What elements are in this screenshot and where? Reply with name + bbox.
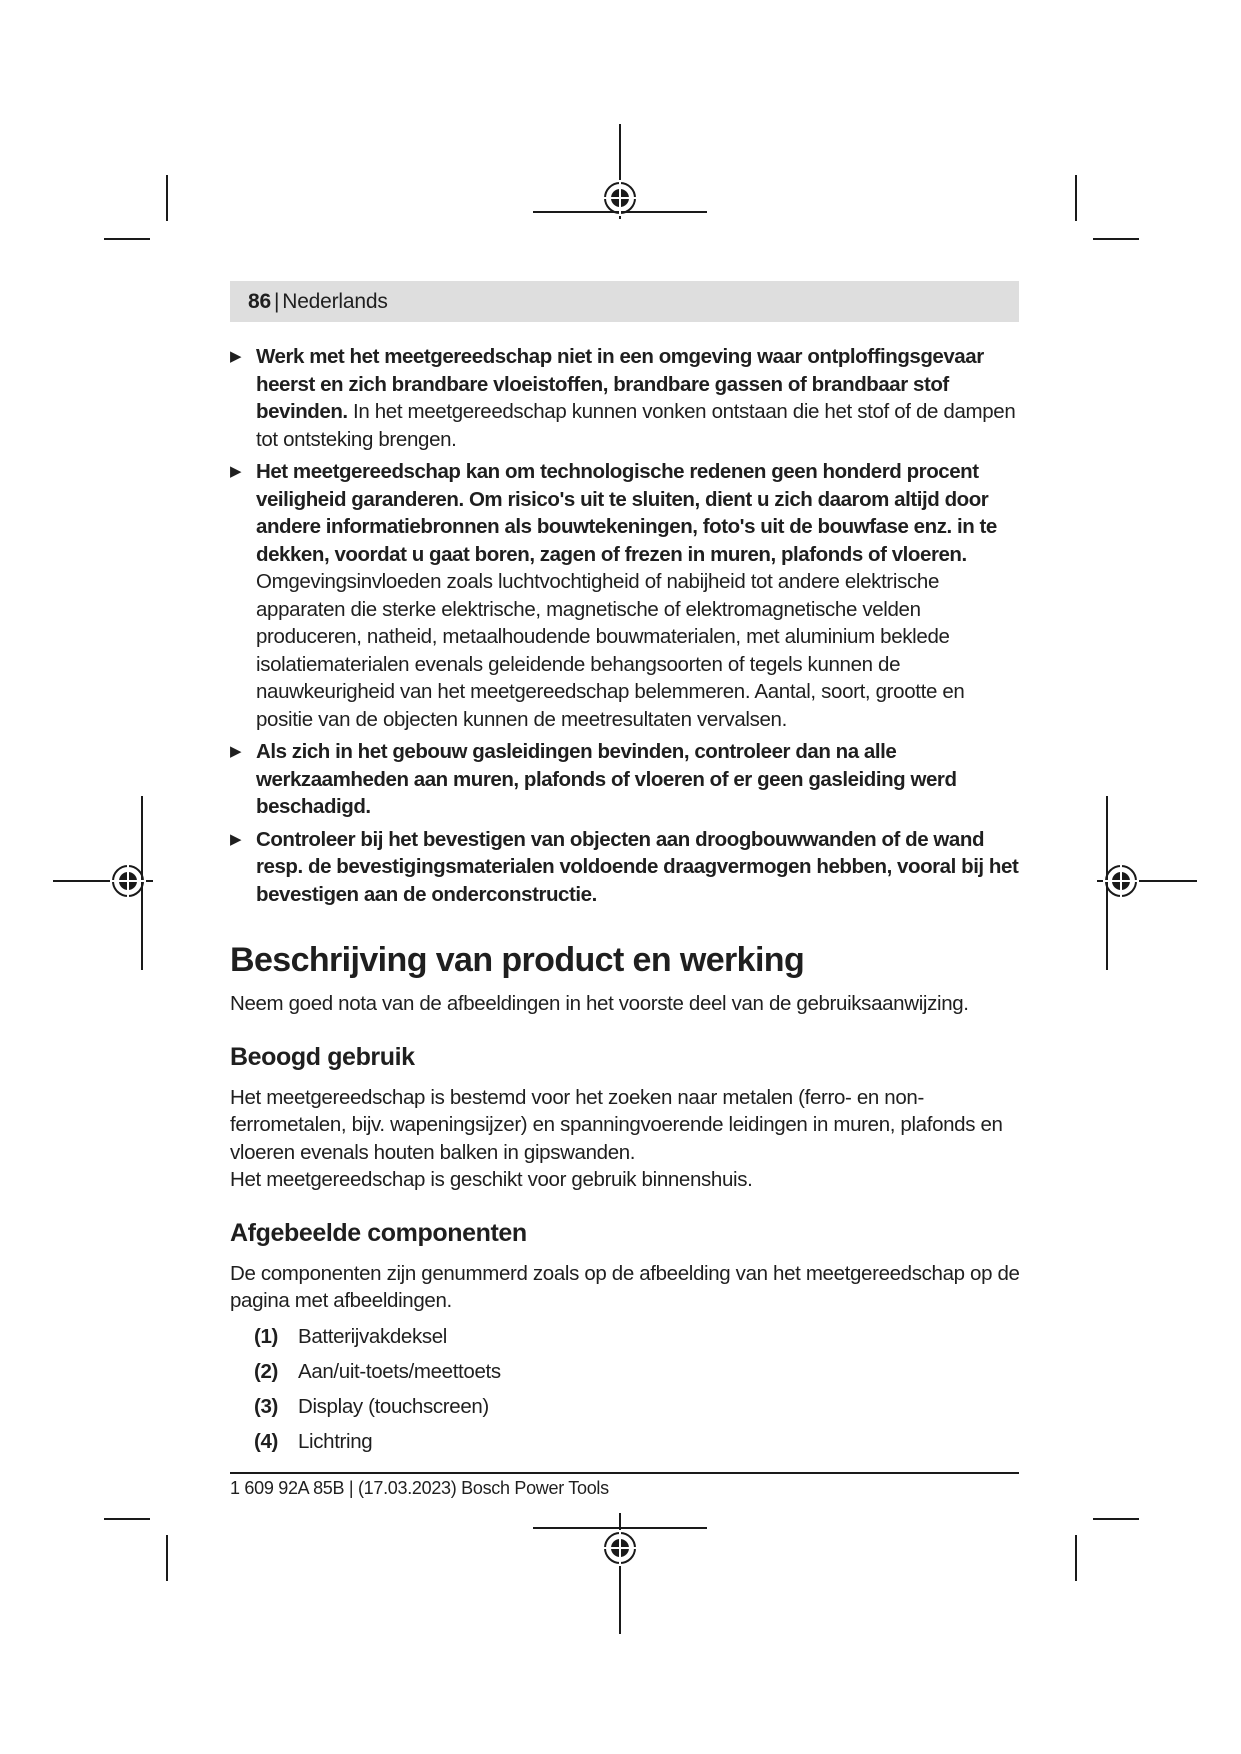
- crop-mark: [1093, 1518, 1139, 1520]
- crop-mark: [166, 175, 168, 221]
- component-label: Aan/uit-toets/meettoets: [298, 1359, 501, 1383]
- page-number: 86: [248, 290, 271, 313]
- component-number: (3): [254, 1394, 279, 1418]
- component-number: (1): [254, 1324, 279, 1348]
- list-item: [230, 1358, 1020, 1393]
- registration-mark-icon: [530, 124, 710, 244]
- crop-mark: [166, 1535, 168, 1581]
- header-text: [248, 290, 388, 314]
- component-label: Display (touchscreen): [298, 1394, 489, 1418]
- crop-mark: [1075, 175, 1077, 221]
- warning-bold-text: Als zich in het gebouw gasleidingen bevinden, controleer dan na alle werkzaamheden aan muren, plafonds of vloeren of er geen gasleiding werd beschadigd.: [256, 740, 957, 818]
- bullet-arrow-icon: ▶: [230, 348, 242, 365]
- registration-mark-icon: [1087, 793, 1197, 973]
- registration-mark-icon: [53, 793, 163, 973]
- warning-bold-text: Controleer bij het bevestigen van objecten aan droogbouwwanden of de wand resp. de bevestigingsmaterialen voldoende draagvermogen hebben, vooral bij het bevestigen aan de onderconstructie.: [256, 827, 1019, 906]
- registration-mark-icon: [530, 1508, 710, 1638]
- header-separator: |: [273, 290, 280, 313]
- crop-mark: [1093, 238, 1139, 240]
- header-language: Nederlands: [282, 290, 388, 313]
- safety-warning: [230, 826, 1020, 909]
- page-footer: 1 609 92A 85B | (17.03.2023) Bosch Power Tools: [230, 1478, 609, 1498]
- list-item: [230, 1323, 1020, 1358]
- component-label: Batterijvakdeksel: [298, 1324, 448, 1348]
- page-content: [230, 343, 1020, 1463]
- intended-use-paragraph: Het meetgereedschap is geschikt voor gebruik binnenshuis.: [230, 1168, 753, 1191]
- crop-mark: [104, 238, 150, 240]
- warning-body-text: In het meetgereedschap kunnen vonken ontstaan die het stof of de dampen tot ontsteking brengen.: [256, 400, 1016, 451]
- bullet-arrow-icon: ▶: [230, 830, 242, 848]
- components-intro: De componenten zijn genummerd zoals op de afbeelding van het meetgereedschap op de pagina met afbeeldingen.: [230, 1261, 1020, 1312]
- bullet-arrow-icon: ▶: [230, 463, 242, 480]
- crop-mark: [1075, 1535, 1077, 1581]
- warning-body-text: Omgevingsinvloeden zoals luchtvochtigheid of nabijheid tot andere elektrische apparaten die sterke elektrische, magnetische of elektromagnetische velden produceren, natheid, metaalhoudende bouwmaterialen, met aluminium beklede isolatiematerialen evenals geleidende behangsoorten of tegels kunnen de nauwkeurigheid van het meetgereedschap belemmeren. Aantal, soort, grootte en positie van de objecten kunnen de meetresultaten vervalsen.: [256, 570, 965, 731]
- safety-warning: [230, 343, 1020, 453]
- list-item: [230, 1393, 1020, 1428]
- section-title: Beschrijving van product en werking: [230, 941, 805, 979]
- warning-bold-text: Werk met het meetgereedschap niet in een omgeving waar ontploffingsgevaar heerst en zich brandbare vloeistoffen, brandbare gassen of brandbaar stof bevinden.: [256, 345, 984, 423]
- safety-warning: [230, 458, 1020, 733]
- intended-use-paragraph: Het meetgereedschap is bestemd voor het zoeken naar metalen (ferro- en non-ferrometalen, bijv. wapeningsijzer) en spanningvoerende leidingen in muren, plafonds en vloeren evenals houten balken in gipswanden.: [230, 1085, 1003, 1164]
- section-intro: Neem goed nota van de afbeeldingen in het voorste deel van de gebruiksaanwijzing.: [230, 992, 969, 1015]
- page-header: [230, 281, 1019, 322]
- footer-divider: [230, 1472, 1019, 1474]
- list-item: [230, 1428, 1020, 1463]
- component-label: Lichtring: [298, 1429, 373, 1453]
- component-list: [230, 1323, 1020, 1463]
- component-number: (2): [254, 1359, 279, 1383]
- component-number: (4): [254, 1429, 279, 1453]
- bullet-arrow-icon: ▶: [230, 743, 242, 760]
- intended-use-heading: Beoogd gebruik: [230, 1042, 415, 1071]
- warning-bold-text: Het meetgereedschap kan om technologische redenen geen honderd procent veiligheid garanderen. Om risico's uit te sluiten, dient u zich daarom altijd door andere informatiebronnen als bouwtekeningen, foto's uit de bouwfase enz. in te dekken, voordat u gaat boren, zagen of frezen in muren, plafonds of vloeren.: [256, 460, 997, 566]
- crop-mark: [104, 1518, 150, 1520]
- components-heading: Afgebeelde componenten: [230, 1218, 527, 1247]
- safety-warning: [230, 738, 1020, 821]
